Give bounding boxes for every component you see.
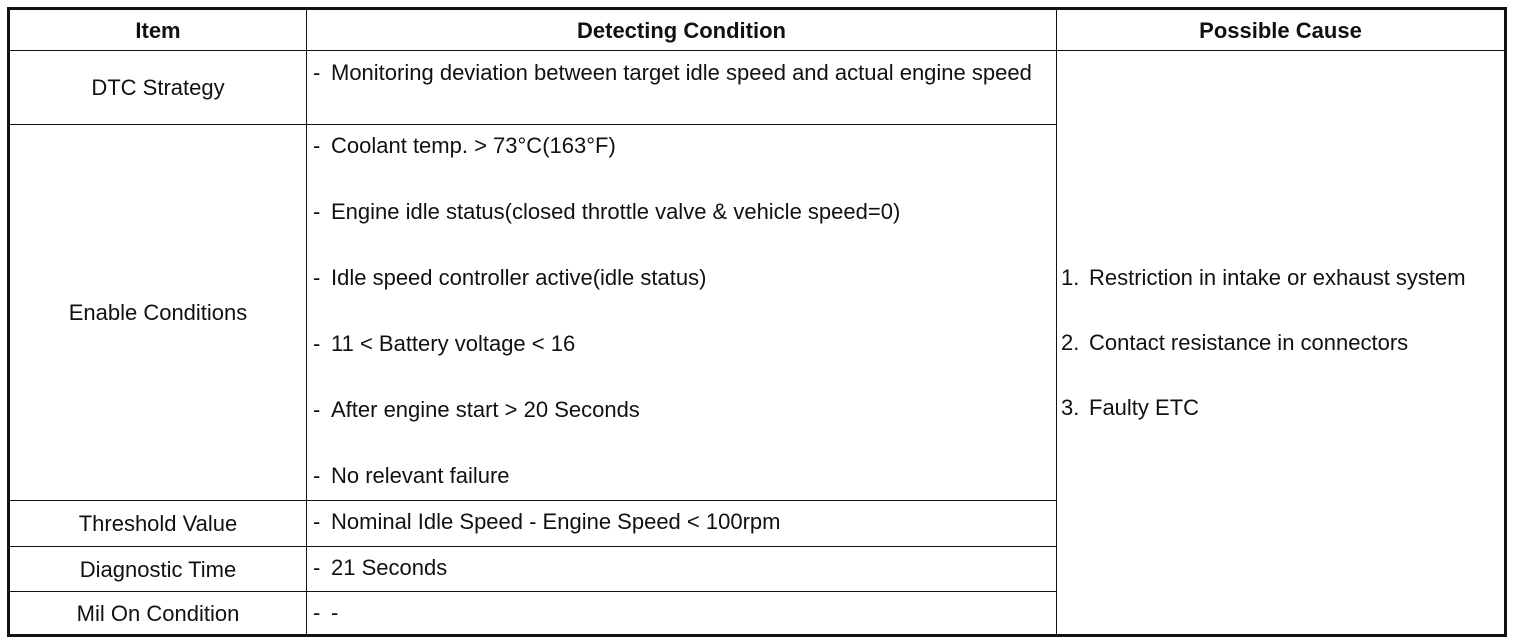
condition-dtc-strategy (307, 51, 1057, 125)
cause-item (1061, 329, 1504, 356)
condition-line (307, 554, 1056, 581)
condition-text: 11 < Battery voltage < 16 (331, 331, 576, 356)
possible-cause-cell (1057, 51, 1506, 636)
item-dtc-strategy: DTC Strategy (9, 51, 307, 125)
condition-text: After engine start > 20 Seconds (331, 397, 640, 422)
header-detecting-condition: Detecting Condition (307, 9, 1057, 51)
header-item: Item (9, 9, 307, 51)
condition-text: Engine idle status(closed throttle valve & vehicle speed=0) (331, 199, 901, 224)
dash-marker: - (313, 555, 321, 580)
condition-text: Idle speed controller active(idle status) (331, 265, 707, 290)
cause-number: 2. (1061, 330, 1080, 355)
condition-text: - (331, 600, 339, 625)
possible-cause-list (1057, 264, 1504, 421)
item-threshold-value: Threshold Value (9, 501, 307, 547)
condition-line (307, 330, 1056, 357)
dash-marker: - (313, 463, 321, 488)
condition-text: Coolant temp. > 73°C(163°F) (331, 133, 616, 158)
cause-item (1061, 394, 1504, 421)
dash-marker: - (313, 331, 321, 356)
dash-marker: - (313, 199, 321, 224)
condition-threshold-value (307, 501, 1057, 547)
dash-marker: - (313, 265, 321, 290)
dash-marker: - (313, 509, 321, 534)
cause-item (1061, 264, 1504, 291)
dash-marker: - (313, 600, 321, 625)
header-possible-cause: Possible Cause (1057, 9, 1506, 51)
item-enable-conditions: Enable Conditions (9, 125, 307, 501)
cause-text: Faulty ETC (1089, 395, 1200, 420)
condition-line (307, 198, 1056, 225)
condition-mil-on-condition (307, 592, 1057, 636)
item-mil-on-condition: Mil On Condition (9, 592, 307, 636)
condition-line (307, 132, 1056, 159)
cause-number: 1. (1061, 265, 1080, 290)
condition-line (307, 396, 1056, 423)
item-diagnostic-time: Diagnostic Time (9, 547, 307, 592)
cause-number: 3. (1061, 395, 1080, 420)
condition-line (307, 599, 1056, 626)
dash-marker: - (313, 397, 321, 422)
condition-enable-conditions (307, 125, 1057, 501)
condition-text: Nominal Idle Speed - Engine Speed < 100rpm (331, 509, 781, 534)
cause-text: Contact resistance in connectors (1089, 330, 1409, 355)
condition-text: No relevant failure (331, 463, 510, 488)
condition-line (307, 59, 1056, 86)
condition-text: 21 Seconds (331, 555, 448, 580)
condition-diagnostic-time (307, 547, 1057, 592)
cause-text: Restriction in intake or exhaust system (1089, 265, 1466, 290)
condition-line (307, 264, 1056, 291)
header-row (9, 9, 1506, 51)
dtc-table (7, 7, 1507, 637)
dash-marker: - (313, 60, 321, 85)
dash-marker: - (313, 133, 321, 158)
condition-text: Monitoring deviation between target idle speed and actual engine speed (331, 60, 1032, 85)
row-dtc-strategy (9, 51, 1506, 125)
condition-line (307, 462, 1056, 489)
condition-line (307, 508, 1056, 535)
